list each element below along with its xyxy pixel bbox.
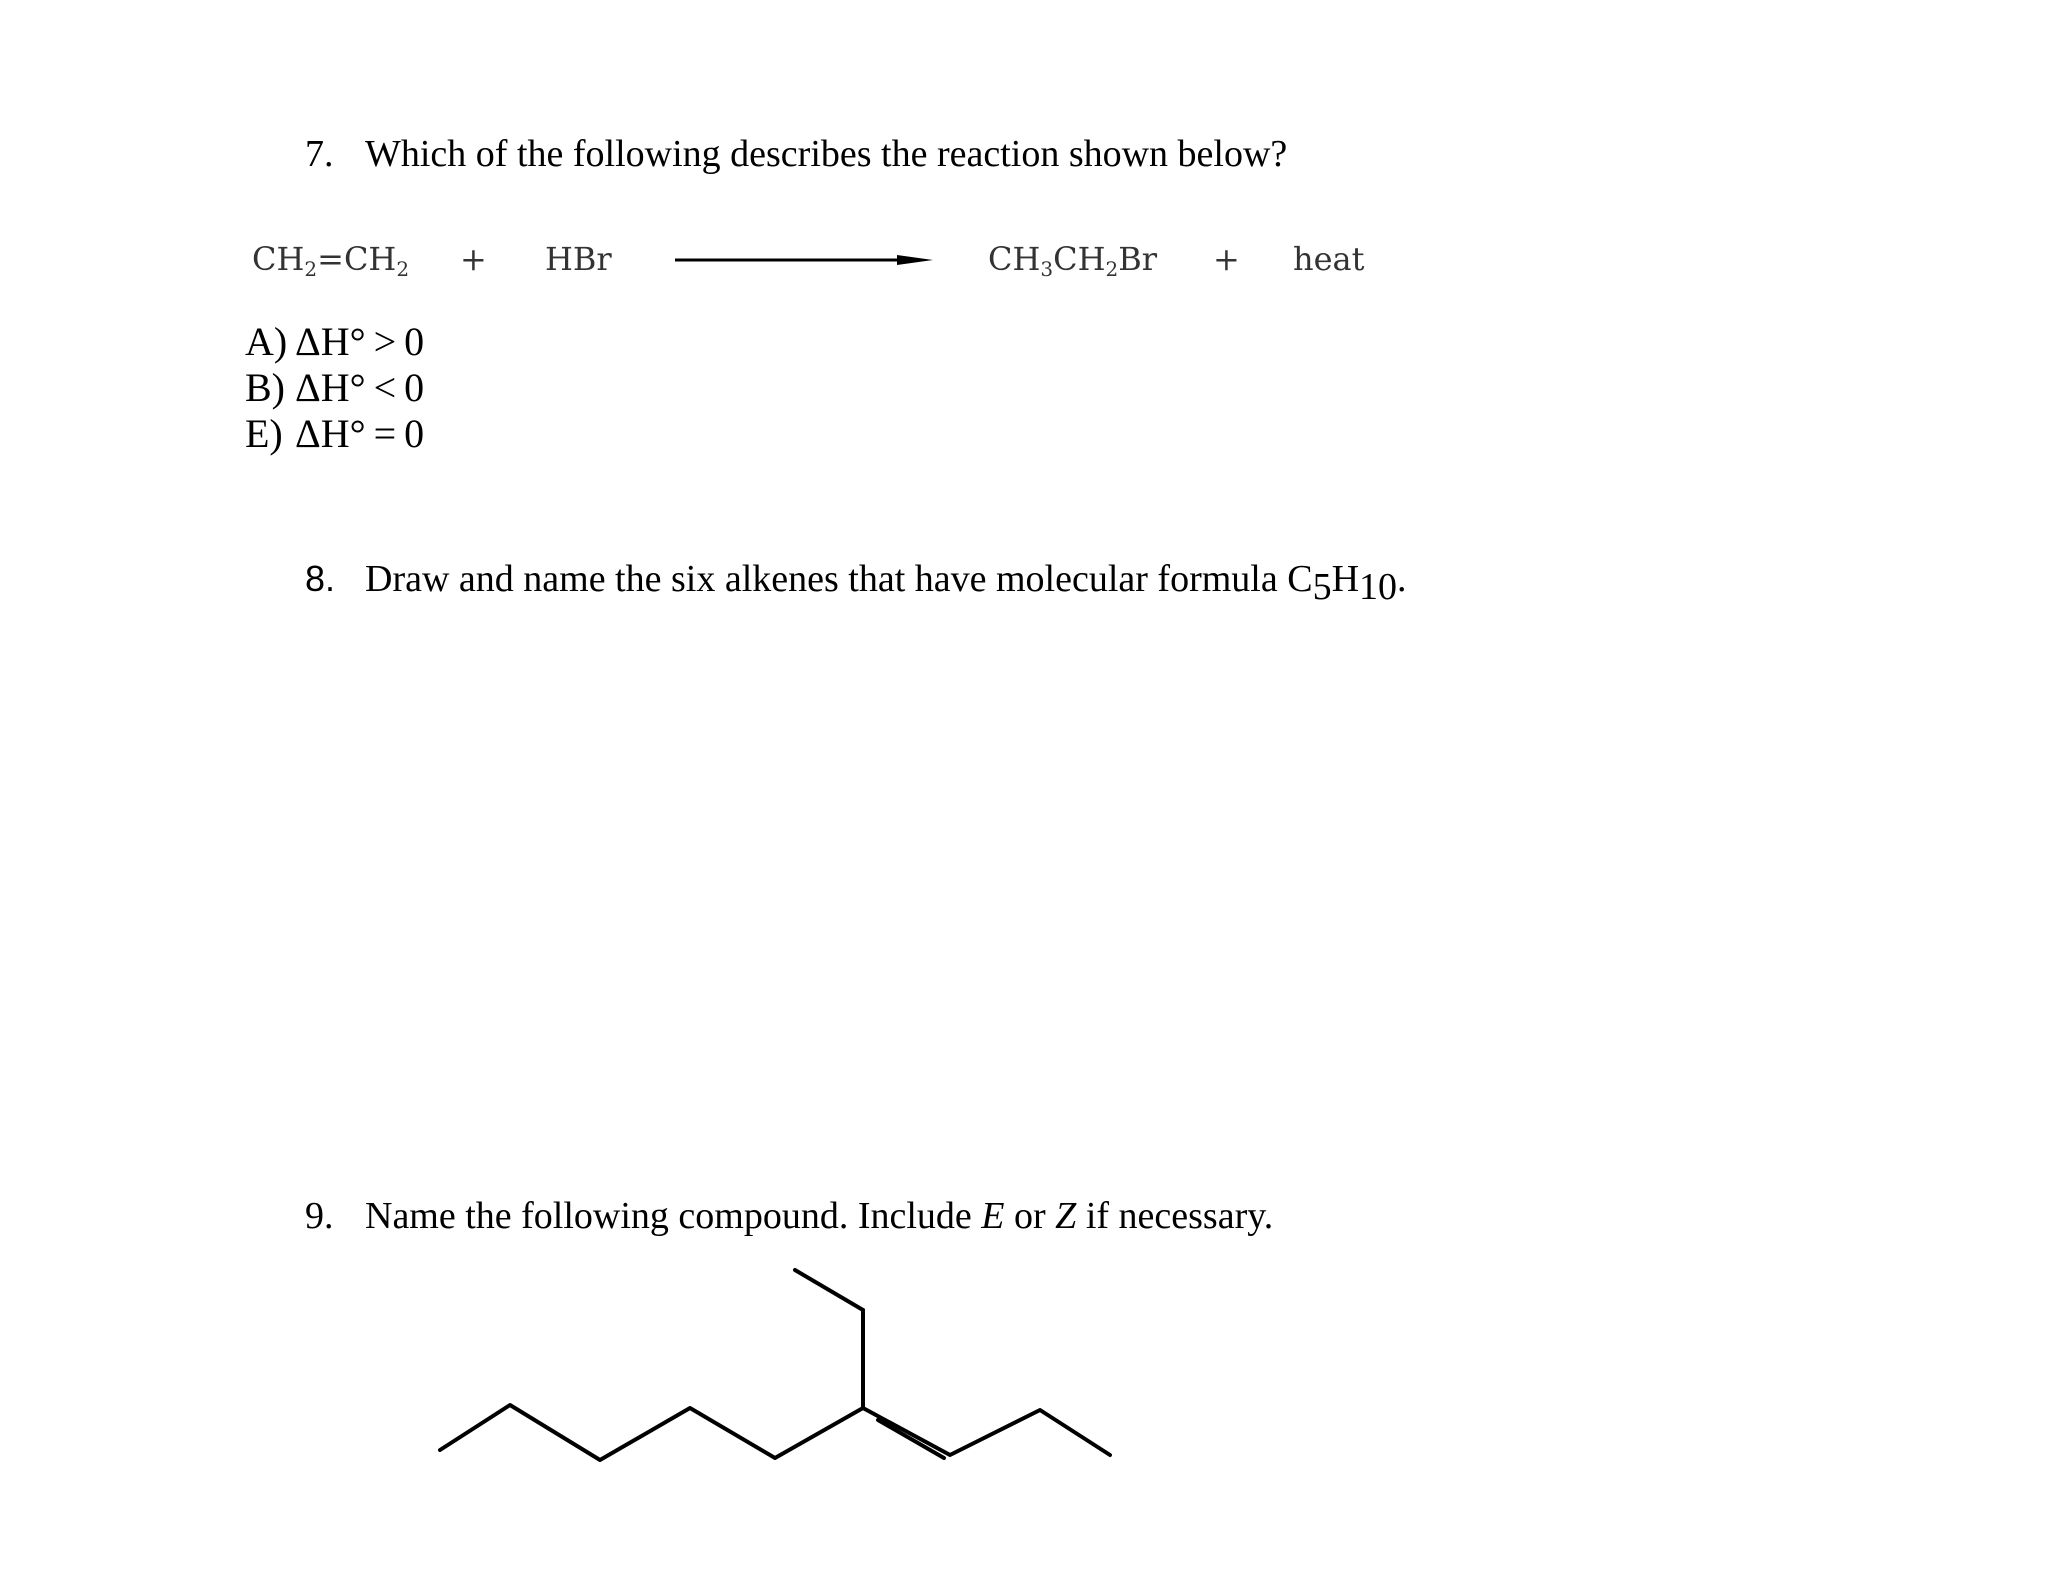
question-7 [305, 135, 1287, 173]
question-8-text: Draw and name the six alkenes that have molecular formula C5H10. [365, 558, 1407, 608]
choice-a: A) ΔH° > 0 [245, 319, 425, 364]
question-9 [305, 1197, 1273, 1235]
question-8-number: 8. [305, 558, 336, 599]
choice-b: B) ΔH° < 0 [245, 365, 425, 410]
question-7-number: 7. [305, 133, 334, 175]
question-7-text: Which of the following describes the reaction shown below? [365, 133, 1288, 175]
reactant-hbr: HBr [545, 240, 612, 278]
question-9-number: 9. [305, 1195, 334, 1237]
choice-e: E) ΔH° = 0 [245, 411, 425, 456]
plus-sign: + [460, 240, 487, 278]
product-heat: heat [1293, 240, 1365, 278]
product-bromoethane: $CH_3CH_2Br$ [988, 240, 1158, 281]
reaction-arrow [675, 250, 935, 270]
plus-sign: + [1213, 240, 1240, 278]
reactant-ethene: $CH_2=CH_2$ [252, 240, 410, 281]
question-8 [305, 558, 1407, 608]
question-9-text: Name the following compound. Include E or Z if necessary. [365, 1195, 1274, 1237]
